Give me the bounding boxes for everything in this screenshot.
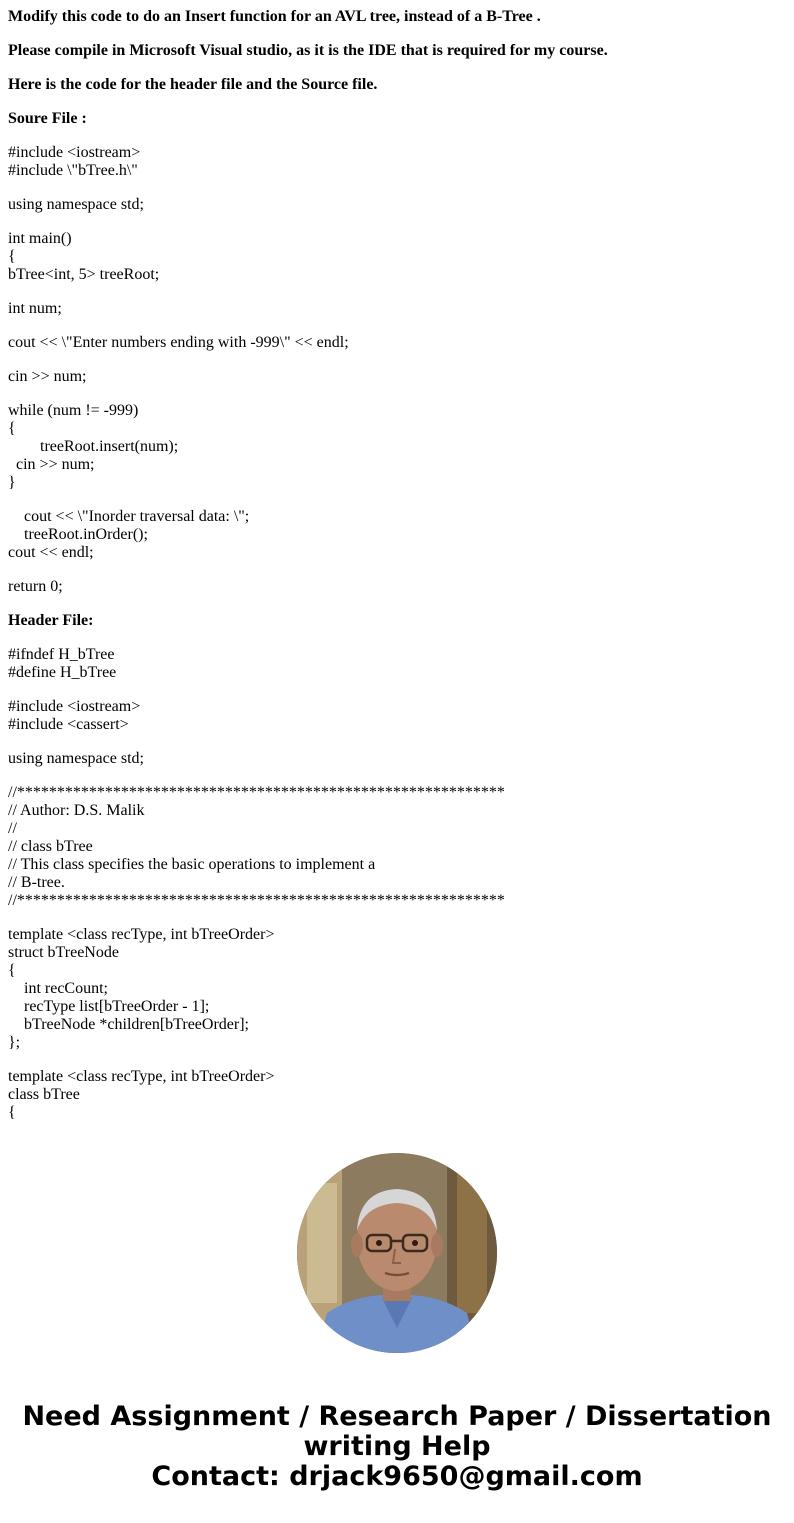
header-code-block [8, 646, 788, 682]
code-line: cout << \"Enter numbers ending with -999\" << endl; [8, 334, 349, 351]
code-line: bTree<int, 5> treeRoot; [8, 266, 160, 283]
code-line: // This class specifies the basic operations to implement a [8, 856, 376, 873]
code-line: int recCount; [8, 980, 108, 997]
code-line: struct bTreeNode [8, 944, 119, 961]
source-code-block [8, 508, 788, 562]
code-line: cin >> num; [8, 456, 95, 473]
code-line: //************************************************************* [8, 784, 505, 801]
question-title: Modify this code to do an Insert function for an AVL tree, instead of a B-Tree . [8, 8, 541, 25]
source-code-block [8, 196, 788, 214]
code-line: #include \"bTree.h\" [8, 162, 138, 179]
question-note: Please compile in Microsoft Visual studio, as it is the IDE that is required for my course. [8, 42, 608, 59]
code-line: { [8, 420, 16, 437]
code-line: #ifndef H_bTree [8, 646, 115, 663]
code-line: #include <iostream> [8, 144, 141, 161]
code-line: int num; [8, 300, 62, 317]
code-line: return 0; [8, 578, 63, 595]
code-line: class bTree [8, 1086, 80, 1103]
code-line: int main() [8, 230, 72, 247]
code-line: #include <iostream> [8, 698, 141, 715]
source-code-block [8, 144, 788, 180]
author-avatar [297, 1153, 497, 1353]
source-code-listing [8, 144, 788, 596]
author-portrait-image [297, 1153, 497, 1353]
source-code-block [8, 578, 788, 596]
promo-line-1: Need Assignment / Research Paper / Dissertation [22, 1401, 772, 1432]
code-line: treeRoot.insert(num); [8, 438, 179, 455]
code-line: template <class recType, int bTreeOrder> [8, 1068, 275, 1085]
code-line: #include <cassert> [8, 716, 129, 733]
code-line: using namespace std; [8, 196, 144, 213]
header-code-block [8, 698, 788, 734]
source-file-heading: Soure File : [8, 110, 87, 127]
code-line: // [8, 820, 17, 837]
promo-contact: Contact: drjack9650@gmail.com [151, 1461, 643, 1492]
code-line: cin >> num; [8, 368, 87, 385]
source-code-block [8, 368, 788, 386]
source-code-block [8, 230, 788, 284]
header-code-listing [8, 646, 788, 1122]
promo-line-2: writing Help [303, 1431, 491, 1462]
question-content [8, 0, 788, 1138]
code-line: { [8, 1104, 16, 1121]
question-intro: Here is the code for the header file and the Source file. [8, 76, 378, 93]
header-file-heading: Header File: [8, 612, 94, 629]
code-line: using namespace std; [8, 750, 144, 767]
header-code-block [8, 784, 788, 910]
promo-banner [0, 1402, 794, 1492]
code-line: }; [8, 1034, 21, 1051]
code-line: treeRoot.inOrder(); [8, 526, 148, 543]
code-line: template <class recType, int bTreeOrder> [8, 926, 275, 943]
source-code-block [8, 402, 788, 492]
code-line: #define H_bTree [8, 664, 117, 681]
source-code-block [8, 300, 788, 318]
code-line: { [8, 962, 16, 979]
code-line: // B-tree. [8, 874, 65, 891]
code-line: while (num != -999) [8, 402, 139, 419]
code-line: } [8, 474, 16, 491]
source-code-block [8, 334, 788, 352]
code-line: cout << \"Inorder traversal data: \"; [8, 508, 250, 525]
code-line: //************************************************************* [8, 892, 505, 909]
code-line: cout << endl; [8, 544, 94, 561]
header-code-block [8, 926, 788, 1052]
header-code-block [8, 1068, 788, 1122]
code-line: // class bTree [8, 838, 93, 855]
code-line: recType list[bTreeOrder - 1]; [8, 998, 210, 1015]
code-line: bTreeNode *children[bTreeOrder]; [8, 1016, 249, 1033]
code-line: // Author: D.S. Malik [8, 802, 145, 819]
header-code-block [8, 750, 788, 768]
code-line: { [8, 248, 16, 265]
